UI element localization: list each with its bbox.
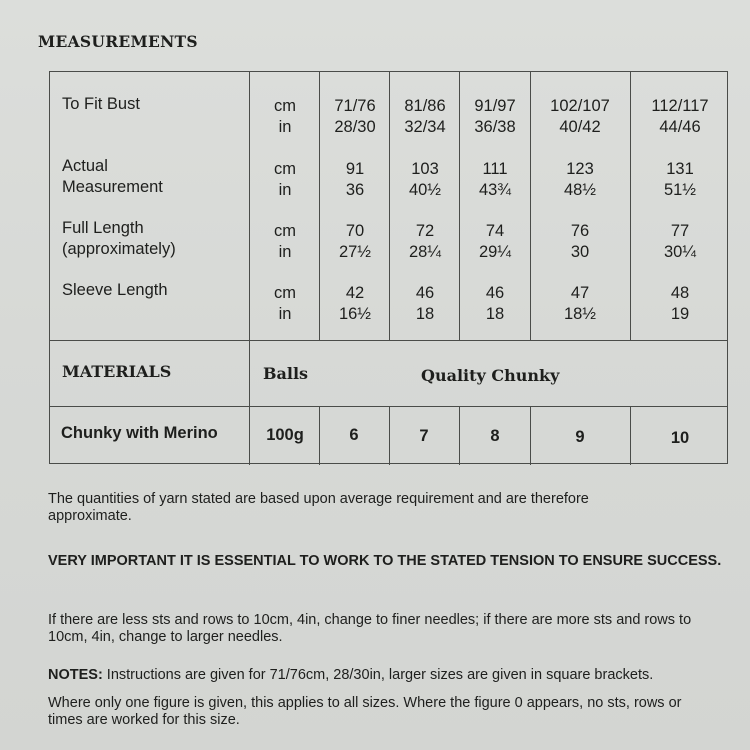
units-bust: cm in xyxy=(274,97,296,136)
cell-length-3: 74 29¼ xyxy=(478,222,512,261)
cell-bust-5: 112/117 44/46 xyxy=(651,97,709,136)
cell-actual-2: 103 40½ xyxy=(408,160,442,199)
measurements-table xyxy=(49,71,728,464)
units-sleeve: cm in xyxy=(274,284,296,323)
yarn-weight: 100g xyxy=(266,426,304,444)
cell-sleeve-4: 47 18½ xyxy=(563,284,597,323)
tension-warning: VERY IMPORTANT IT IS ESSENTIAL TO WORK TO THE STATED TENSION TO ENSURE SUCCESS. xyxy=(48,553,722,569)
cell-length-1: 70 27½ xyxy=(338,222,372,261)
quantities-note: The quantities of yarn stated are based upon average requirement and are therefore approximate. xyxy=(48,491,589,524)
cell-actual-5: 131 51½ xyxy=(663,160,697,199)
count-size-2: 7 xyxy=(419,427,429,445)
notes-sizes-text: Instructions are given for 71/76cm, 28/30in, larger sizes are given in square brackets. xyxy=(102,667,654,683)
count-size-5: 10 xyxy=(670,429,690,447)
cell-bust-2: 81/86 32/34 xyxy=(404,97,446,136)
measurements-heading: MEASUREMENTS xyxy=(38,32,198,51)
yarn-name: Chunky with Merino xyxy=(61,424,218,442)
cell-actual-4: 123 48½ xyxy=(563,160,597,199)
cell-actual-1: 91 36 xyxy=(345,160,365,199)
quality-label: Quality Chunky xyxy=(421,366,560,385)
count-size-1: 6 xyxy=(349,426,359,444)
row-label-sleeve: Sleeve Length xyxy=(62,281,168,299)
units-length: cm in xyxy=(274,222,296,261)
cell-bust-4: 102/107 40/42 xyxy=(550,97,610,136)
cell-length-2: 72 28¼ xyxy=(408,222,442,261)
count-size-3: 8 xyxy=(490,427,500,445)
cell-sleeve-3: 46 18 xyxy=(485,284,505,323)
figures-note: Where only one figure is given, this applies to all sizes. Where the figure 0 appears, no sts, rows or times are worked for this size. xyxy=(48,695,682,728)
notes-label: NOTES: xyxy=(48,667,103,683)
needle-note: If there are less sts and rows to 10cm, 4in, change to finer needles; if there are more sts and rows to 10cm, 4in, change to larger needles. xyxy=(48,612,692,645)
cell-bust-1: 71/76 28/30 xyxy=(334,97,376,136)
row-label-length: Full Length (approximately) xyxy=(62,219,176,258)
materials-label: MATERIALS xyxy=(62,362,172,381)
cell-sleeve-1: 42 16½ xyxy=(338,284,372,323)
cell-actual-3: 111 43¾ xyxy=(478,160,512,199)
cell-length-4: 76 30 xyxy=(570,222,590,261)
row-label-bust: To Fit Bust xyxy=(62,95,140,113)
row-label-actual: Actual Measurement xyxy=(62,157,163,196)
cell-sleeve-5: 48 19 xyxy=(670,284,690,323)
count-size-4: 9 xyxy=(575,428,585,446)
cell-bust-3: 91/97 36/38 xyxy=(474,97,516,136)
balls-label: Balls xyxy=(263,364,309,383)
cell-sleeve-2: 46 18 xyxy=(415,284,435,323)
notes-paragraph xyxy=(48,667,738,684)
units-actual: cm in xyxy=(274,160,296,199)
cell-length-5: 77 30¼ xyxy=(663,222,697,261)
